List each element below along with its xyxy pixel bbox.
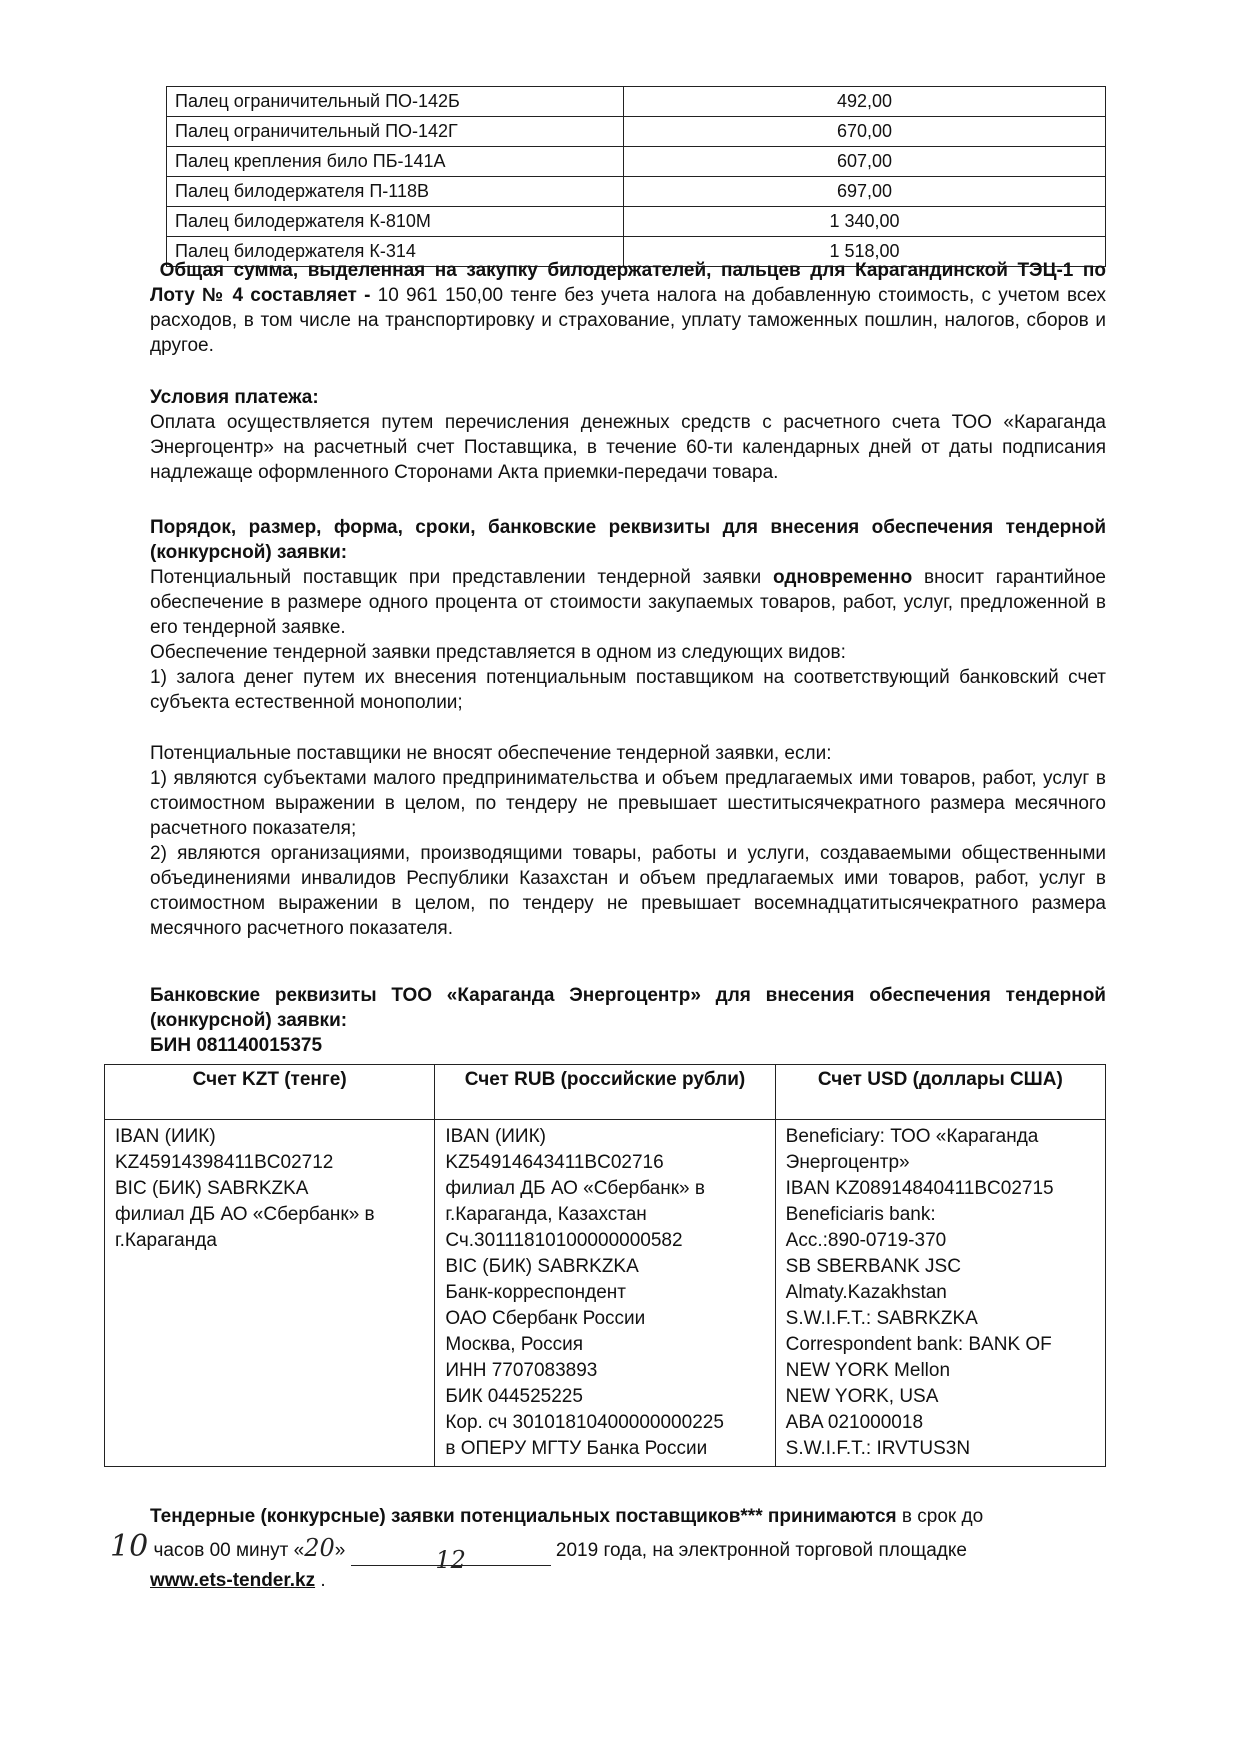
price-table-body [167, 87, 1106, 267]
payment-text: Оплата осуществляется путем перечисления денежных средств с расчетного счета ТОО «Караганда Энергоцентр» на расчетный счет Поставщика, в течение 60-ти календарных дней от даты подписания надлежаще оформленного Сторонами Акта приемки-передачи товара. [150, 412, 1106, 483]
security-p4: Потенциальные поставщики не вносят обеспечение тендерной заявки, если: [150, 743, 832, 764]
deadline-day-handwritten: 20 [304, 1534, 335, 1562]
bank-usd-line: SB SBERBANK JSC [785, 1256, 961, 1277]
bank-usd-line: ABA 021000018 [785, 1412, 924, 1433]
bank-usd-line: Beneficiaris bank: [785, 1204, 936, 1225]
bank-usd-line: S.W.I.F.T.: IRVTUS3N [785, 1438, 971, 1459]
bank-usd-line: NEW YORK Mellon [785, 1360, 951, 1381]
bank-cell-rub [435, 1120, 775, 1467]
security-p1-bold: одновременно [772, 567, 913, 588]
security-heading: Порядок, размер, форма, сроки, банковские реквизиты для внесения обеспечения тендерной (конкурсной) заявки: [150, 517, 1106, 563]
bank-details-table [104, 1064, 1106, 1467]
security-p6: 2) являются организациями, производящими товары, работы и услуги, создаваемыми общественными объединениями инвалидов Республики Казахстан и объем предлагаемых ими товаров, работ, услуг в стоимостном выражении в целом, по тендеру не превышает восемнадцатитысячекратного размера месячного расчетного показателя. [150, 843, 1106, 939]
deadline-bold: Тендерные (конкурсные) заявки потенциальных поставщиков*** принимаются [150, 1506, 897, 1527]
price-item-name: Палец ограничительный ПО-142Г [167, 117, 624, 147]
deadline-hour-handwritten: 10 [110, 1529, 149, 1564]
bank-rub-line: BIC (БИК) SABRKZKA [445, 1256, 639, 1277]
bank-kzt-line: IBAN (ИИК) [115, 1126, 216, 1147]
security-p2: Обеспечение тендерной заявки представляется в одном из следующих видов: [150, 642, 846, 663]
bank-rub-line: IBAN (ИИК) [445, 1126, 546, 1147]
price-item-value: 697,00 [624, 177, 1106, 207]
bank-kzt-line: KZ45914398411BC02712 [115, 1152, 334, 1173]
deadline-e: . [315, 1570, 326, 1591]
price-item-name: Палец билодержателя К-314 [167, 237, 624, 267]
bank-usd-line: Acc.:890-0719-370 [785, 1230, 947, 1251]
security-p1 [150, 565, 1106, 640]
deadline-b: часов 00 минут « [148, 1540, 305, 1561]
total-bold: Общая сумма, выделенная на закупку билодержателей, пальцев для Карагандинской ТЭЦ-1 по Лоту № 4 составляет - [150, 260, 1106, 306]
bank-kzt-line: филиал ДБ АО «Сбербанк» в [115, 1204, 375, 1225]
total-rest: 10 961 150,00 тенге без учета налога на добавленную стоимость, с учетом всех расходов, в том числе на транспортировку и страхование, уплату таможенных пошлин, налогов, сборов и другое. [150, 285, 1106, 356]
bank-usd-line: Almaty.Kazakhstan [785, 1282, 947, 1303]
price-item-name: Палец крепления било ПБ-141А [167, 147, 624, 177]
bank-rub-line: ИНН 7707083893 [445, 1360, 598, 1381]
deadline-month-line [351, 1545, 551, 1574]
bank-rub-line: г.Караганда, Казахстан [445, 1204, 647, 1225]
bank-usd-line: Correspondent bank: BANK OF [785, 1334, 1052, 1355]
bank-header-rub: Счет RUB (российские рубли) [435, 1065, 775, 1120]
security-p5: 1) являются субъектами малого предпринимательства и объем предлагаемых ими товаров, работ, услуг в стоимостном выражении в целом, по тендеру не превышает шеститысячекратного размера месячного расчетного показателя; [150, 768, 1106, 839]
bank-usd-line: Beneficiary: ТОО «Караганда [785, 1126, 1039, 1147]
bank-usd-line: S.W.I.F.T.: SABRKZKA [785, 1308, 978, 1329]
price-row [167, 117, 1106, 147]
security-p3: 1) залога денег путем их внесения потенциальным поставщиком на соответствующий банковский счет субъекта естественной монополии; [150, 667, 1106, 713]
bank-cell-usd [775, 1120, 1105, 1467]
bank-rub-line: в ОПЕРУ МГТУ Банка России [445, 1438, 708, 1459]
price-item-value: 607,00 [624, 147, 1106, 177]
security-p1-b: вносит гарантийное обеспечение в размере одного процента от стоимости закупаемых товаров, работ, услуг, предложенной в его тендерной заявке. [150, 567, 1106, 638]
price-table [166, 86, 1106, 267]
deadline-site-link[interactable]: www.ets-tender.kz [150, 1570, 316, 1591]
bank-usd-line: Энергоцентр» [785, 1152, 910, 1173]
price-row [167, 177, 1106, 207]
price-item-value: 1 518,00 [624, 237, 1106, 267]
price-row [167, 207, 1106, 237]
bank-heading: Банковские реквизиты ТОО «Караганда Энергоцентр» для внесения обеспечения тендерной (конкурсной) заявки: [150, 985, 1106, 1031]
deadline-d: 2019 года, на электронной торговой площадке [550, 1540, 967, 1561]
price-item-value: 1 340,00 [624, 207, 1106, 237]
bank-rub-line: KZ54914643411BC02716 [445, 1152, 664, 1173]
deadline-c: » [334, 1540, 346, 1561]
deadline-month-handwritten: 12 [435, 1546, 466, 1574]
bank-rub-line: филиал ДБ АО «Сбербанк» в [445, 1178, 705, 1199]
bank-rub-line: Кор. сч 30101810400000000225 [445, 1412, 724, 1433]
bank-usd-line: NEW YORK, USA [785, 1386, 939, 1407]
total-paragraph [150, 258, 1106, 358]
deadline-a: в срок до [896, 1506, 984, 1527]
price-row [167, 87, 1106, 117]
bank-rub-line: БИК 044525225 [445, 1386, 583, 1407]
bank-section [150, 983, 1106, 1058]
bank-kzt-line: BIC (БИК) SABRKZKA [115, 1178, 309, 1199]
payment-heading: Условия платежа: [150, 387, 319, 408]
price-item-name: Палец ограничительный ПО-142Б [167, 87, 624, 117]
bank-rub-line: ОАО Сбербанк России [445, 1308, 646, 1329]
bank-kzt-line: г.Караганда [115, 1230, 217, 1251]
security-p1-a: Потенциальный поставщик при представлении тендерной заявки [150, 567, 773, 588]
price-row [167, 147, 1106, 177]
bank-bin: БИН 081140015375 [150, 1035, 323, 1056]
deadline-paragraph [110, 1502, 1106, 1596]
bank-header-usd: Счет USD (доллары США) [775, 1065, 1105, 1120]
bank-header-kzt: Счет KZT (тенге) [105, 1065, 435, 1120]
bank-cell-kzt [105, 1120, 435, 1467]
bank-rub-line: Сч.30111810100000000582 [445, 1230, 683, 1251]
price-item-value: 492,00 [624, 87, 1106, 117]
bank-rub-line: Москва, Россия [445, 1334, 584, 1355]
price-item-name: Палец билодержателя П-118В [167, 177, 624, 207]
price-item-value: 670,00 [624, 117, 1106, 147]
security-section [150, 515, 1106, 941]
bank-rub-line: Банк-корреспондент [445, 1282, 626, 1303]
price-item-name: Палец билодержателя К-810М [167, 207, 624, 237]
payment-section [150, 385, 1106, 485]
bank-usd-line: IBAN KZ08914840411BC02715 [785, 1178, 1054, 1199]
